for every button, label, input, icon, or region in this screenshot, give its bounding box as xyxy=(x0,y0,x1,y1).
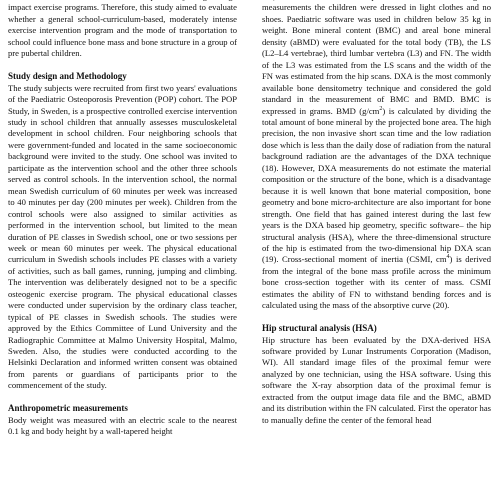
superscript-4: 4 xyxy=(446,254,450,261)
dxa-paragraph xyxy=(262,0,491,312)
section-heading-anthropometric: Anthropometric measurements xyxy=(8,403,128,414)
dxa-text-3: ) is derived from the integral of the bone mass profile across the minimum bone cross-section together with its center of mass. CSMI estimates the ability of FN to withstand bending forces and is calculated using the mass of the absorptive curve (20). xyxy=(262,254,491,311)
right-column xyxy=(262,0,491,426)
dxa-text-2: ) is calculated by dividing the total amount of bone mineral by the projected bone area. The high precision, the non invasive short scan time and the low radiation dose which is less than the daily dose of radiation from the natural background radiation are the advantages of the DXA technique (18). However, DXA measurements do not estimate the material composition or the structure of the bone, which is a disadvantage because it is well known that bone material composition, bone geometry and bone micro-architecture are also important for bone strength. One field that has gained interest during the last few years is the DXA based hip geometry, specific software– the hip structural analysis (HSA), where the three-dimensional structure of the hip is estimated from the two-dimensional hip DXA scan (19). Cross-sectional moment of inertia (CSMI, cm xyxy=(262,105,492,265)
dxa-text-1: measurements the children were dressed in light clothes and no shoes. Paediatric software was used in children below 35 kg in weight. Bone mineral content (BMC) and areal bone mineral density (aBMD) were evaluated for the total body (TB), the LS (L2–L4 vertebrae), third lumbar vertebra (L3) and FN. The width of the L3 was estimated from the LS scans and the width of the FN was estimated from the hip scans. DXA is the most commonly available bone densitometry technique and considered the gold standard in the measurement of BMC and BMD. BMC is expressed in grams. BMD (g/cm xyxy=(262,2,491,116)
anthropometric-paragraph: Body weight was measured with an electric scale to the nearest 0.1 kg and body height by a wall-tapered height xyxy=(8,414,237,437)
superscript-2: 2 xyxy=(379,105,383,112)
hsa-paragraph: Hip structure has been evaluated by the DXA-derived HSA software provided by Lunar Instruments Corporation (Madison, WI). All standard image files of the proximal femur were analyzed by one technician, using the HSA software. Using this software the X-ray absorption data of the proximal femur is extracted from the output image data file and the BMC, aBMD and its distribution within the FN calculated. First the operator has to manually define the center of the femoral head xyxy=(262,334,491,425)
section-heading-study-design: Study design and Methodology xyxy=(8,71,127,82)
study-design-paragraph: The study subjects were recruited from first two years' evaluations of the Paediatric Osteoporosis Prevention (POP) cohort. The POP Study, in Sweden, is a prospective controlled exercise intervention study in school children that annually assesses musculoskeletal development in school children. Four neighboring schools that were government-funded and located in the same socioeconomic background were invited to the study. One school was invited to participate as the intervention school and the other three schools served as control schools. In the intervention school, the normal mean Swedish curriculum of 60 minutes per week was increased to 40 minutes per day (200 minutes per week). Children from the control schools were also assigned to similar activities as performed in the intervention school, but limited to the mean duration of PE classes in Swedish school, one or two sessions per week or mean 60 minutes per week. The physical educational curriculum in Swedish schools includes PE classes with a variety of activities, such as ball games, running, jumping and climbing. The intervention was deliberately designed not to be a specific osteogenic exercise program. The physical educational classes were conducted under supervision by the ordinary class teacher, typical of PE classes in Swedish schools. The studies were approved by the Ethics Committee of Lund University and the Radiographic Committee at Malmo University Hospital, Malmo, Sweden. Also, the studies were conducted according to the Helsinki Declaration and informed written consent was obtained from parents or guardians of participants prior to the commencement of the study. xyxy=(8,82,237,391)
left-column xyxy=(8,0,237,438)
section-heading-hsa: Hip structural analysis (HSA) xyxy=(262,323,377,334)
intro-paragraph-end: impact exercise programs. Therefore, this study aimed to evaluate whether a general school-curriculum-based, moderately intense exercise intervention program and the mode of transportation to school could influence bone mass and bone structure in a group of pre pubertal children. xyxy=(8,2,237,59)
